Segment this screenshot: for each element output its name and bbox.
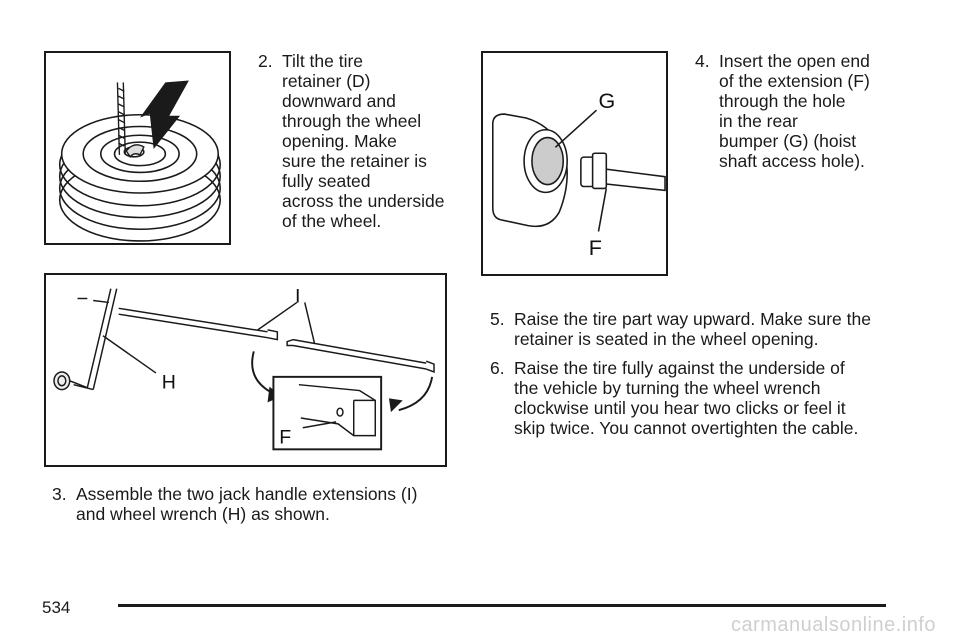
- figure-spare-tire: [44, 51, 231, 245]
- bumper-hole-illustration: [483, 53, 666, 274]
- step-5-number: 5.: [490, 309, 505, 329]
- label-f-inset: F: [279, 426, 292, 449]
- step-3-text: Assemble the two jack handle extensions (I) and wheel wrench (H) as shown.: [76, 484, 418, 524]
- label-f: F: [588, 236, 602, 260]
- step-2: [258, 51, 458, 231]
- step-4-number: 4.: [695, 51, 710, 71]
- jack-handle-illustration: [46, 275, 445, 465]
- step-6-text: Raise the tire fully against the underside of the vehicle by turning the wheel wrench clockwise until you hear two clicks or feel it skip twice. You cannot overtighten the cable.: [514, 358, 859, 438]
- step-4-text: Insert the open end of the extension (F) through the hole in the rear bumper (G) (hoist shaft access hole).: [719, 51, 870, 171]
- footer-rule: [118, 604, 886, 607]
- step-6: [490, 358, 910, 438]
- label-h: H: [161, 371, 176, 394]
- spare-tire-illustration: [46, 53, 229, 243]
- step-5: [490, 309, 910, 349]
- step-3-number: 3.: [52, 484, 67, 504]
- step-3: [52, 484, 462, 524]
- figure-jack-handle: [44, 273, 447, 467]
- step-5-text: Raise the tire part way upward. Make sure the retainer is seated in the wheel opening.: [514, 309, 871, 349]
- step-2-number: 2.: [258, 51, 273, 71]
- page-number: 534: [42, 598, 71, 617]
- label-g: G: [598, 89, 616, 114]
- figure-bumper-hole: [481, 51, 668, 276]
- step-6-number: 6.: [490, 358, 505, 378]
- watermark: carmanualsonline.info: [730, 614, 936, 636]
- step-2-text: Tilt the tire retainer (D) downward and through the wheel opening. Make sure the retainer is fully seated across the underside of the wheel.: [282, 51, 445, 231]
- step-4: [695, 51, 905, 171]
- label-i: I: [294, 285, 301, 308]
